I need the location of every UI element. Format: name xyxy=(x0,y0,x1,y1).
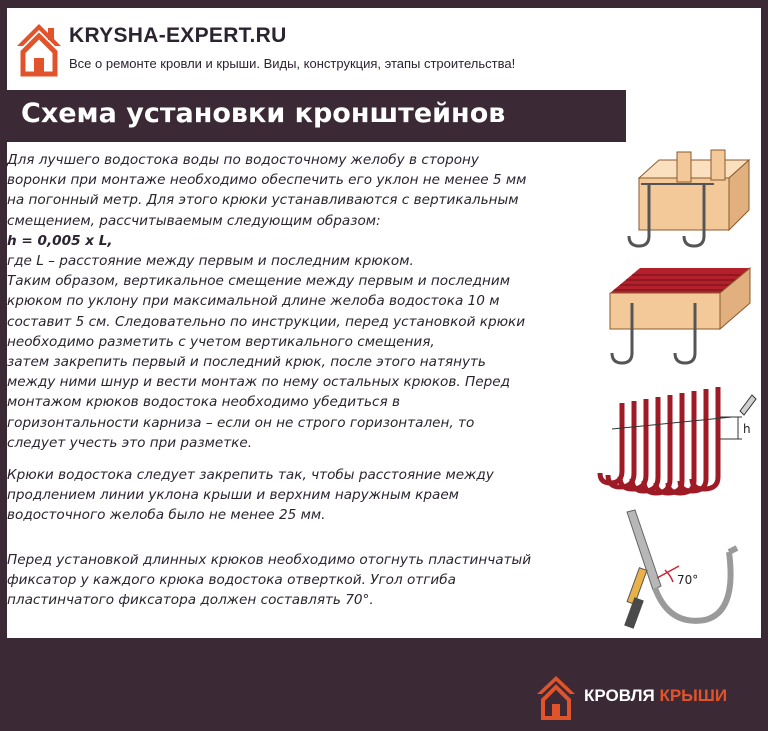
text-line: продлением линии уклона крыши и верхним наружным краем xyxy=(7,487,459,504)
angle-label: 70° xyxy=(677,573,699,587)
text-line: следует учесть это при разметке. xyxy=(7,434,253,451)
text-line: составит 5 см. Следовательно по инструкции, перед установкой крюки xyxy=(7,313,526,330)
house-logo-icon xyxy=(15,20,63,78)
text-line: Перед установкой длинных крюков необходимо отогнуть пластинчатый xyxy=(7,551,532,568)
footer-brand-part2: КРЫШИ xyxy=(659,686,728,705)
text-line: монтажом крюков водостока необходимо убедиться в xyxy=(7,394,400,411)
text-line: крюком по уклону при максимальной длине желоба водостока 10 м xyxy=(7,293,500,310)
footer-brand-part1: КРОВЛЯ xyxy=(584,686,655,705)
text-line: горизонтальности карниза – если он не строго горизонтален, то xyxy=(7,414,475,431)
footer-house-logo-icon xyxy=(536,674,576,720)
text-line: фиксатор у каждого крюка водостока отверткой. Угол отгиба xyxy=(7,571,456,588)
hooks-under-roof-illustration xyxy=(600,263,755,373)
content-card xyxy=(7,8,761,638)
offset-label: h xyxy=(743,422,751,436)
paragraph-slope xyxy=(7,150,612,251)
text-line: смещением, рассчитываемым следующим образом: xyxy=(7,212,381,229)
site-header xyxy=(7,8,761,88)
text-line: Для лучшего водостока воды по водосточному желобу в сторону xyxy=(7,152,479,168)
site-tagline: Все о ремонте кровли и крыши. Виды, конструкция, этапы строительства! xyxy=(69,56,516,71)
footer-brand xyxy=(584,686,727,706)
site-name: KRYSHA-EXPERT.RU xyxy=(69,24,287,47)
paragraph-distance xyxy=(7,465,612,526)
hooks-row-offset-illustration xyxy=(592,383,761,498)
hooks-on-rafter-illustration xyxy=(619,148,759,253)
text-line: необходимо разметить с учетом вертикального смещения, xyxy=(7,333,435,350)
title-bar xyxy=(7,90,626,142)
page-title: Схема установки кронштейнов xyxy=(21,98,506,129)
text-line: Таким образом, вертикальное смещение между первым и последним xyxy=(7,273,511,290)
paragraph-offset xyxy=(7,251,612,453)
text-line: затем закрепить первый и последний крюк, после этого натянуть xyxy=(7,354,486,371)
text-line: между ними шнур и вести монтаж по нему остальных крюков. Перед xyxy=(7,374,511,391)
text-line: на погонный метр. Для этого крюки устанавливаются с вертикальным xyxy=(7,192,519,209)
footer xyxy=(0,640,768,731)
text-line: где L – расстояние между первым и последним крюком. xyxy=(7,253,414,270)
text-line: воронки при монтаже необходимо обеспечить его уклон не менее 5 мм xyxy=(7,172,527,189)
text-line: водосточного желоба было не менее 25 мм. xyxy=(7,507,326,524)
article-text xyxy=(7,150,612,610)
long-hook-bending-illustration xyxy=(607,508,757,638)
text-line: пластинчатого фиксатора должен составлять 70°. xyxy=(7,592,374,609)
formula: h = 0,005 x L, xyxy=(7,232,113,249)
text-line: Крюки водостока следует закрепить так, чтобы расстояние между xyxy=(7,467,494,484)
paragraph-bending xyxy=(7,550,612,611)
